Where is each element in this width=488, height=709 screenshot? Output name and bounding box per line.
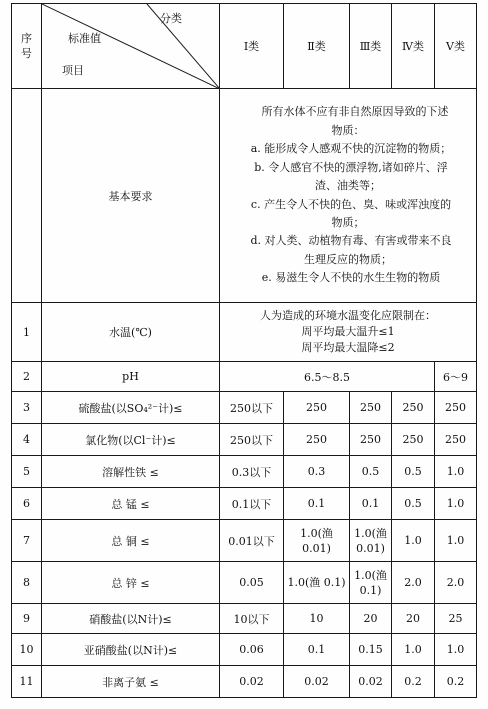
ph-range-class-1-4: 6.5～8.5 [220,362,435,392]
value-class-3: 1.0(渔 0.01) [350,520,392,562]
req-line: 生理反应的物质； [304,252,392,266]
table-row [12,488,477,520]
row-item: 亚硝酸盐(以N计)≤ [42,634,220,666]
header-row [12,4,477,89]
row-num: 5 [12,456,42,488]
value-class-4: 250 [392,392,435,424]
class-2-header: Ⅱ类 [284,4,350,89]
diagonal-header-cell [42,4,220,89]
value-class-1: 0.01以下 [220,520,284,562]
value-class-5: 0.2 [435,666,477,698]
row-item: 硝酸盐(以N计)≤ [42,604,220,634]
value-class-2: 1.0(渔 0.01) [284,520,350,562]
row-item: 总 锌 ≤ [42,562,220,604]
table-row [12,520,477,562]
value-class-3: 1.0(渔 0.1) [350,562,392,604]
ph-range-class-5: 6～9 [435,362,477,392]
value-class-2: 0.02 [284,666,350,698]
value-class-3: 0.1 [350,488,392,520]
value-class-1: 0.05 [220,562,284,604]
table-row [12,634,477,666]
temperature-text [220,303,477,362]
value-class-5: 1.0 [435,456,477,488]
value-class-5: 25 [435,604,477,634]
value-class-1: 0.3以下 [220,456,284,488]
value-class-4: 0.5 [392,488,435,520]
row-item: 氯化物(以Cl⁻计)≤ [42,424,220,456]
table-row [12,456,477,488]
row-item: 溶解性铁 ≤ [42,456,220,488]
value-class-2: 0.1 [284,488,350,520]
req-line: c. 产生令人不快的色、臭、味或浑浊度的 [250,197,452,211]
value-class-1: 0.02 [220,666,284,698]
value-class-5: 250 [435,424,477,456]
req-line: 物质； [331,215,365,229]
value-class-4: 250 [392,424,435,456]
req-line: e. 易滋生令人不快的水生生物的物质 [261,271,441,285]
value-class-2: 1.0(渔 0.1) [284,562,350,604]
value-class-3: 0.15 [350,634,392,666]
value-class-5: 1.0 [435,520,477,562]
basic-requirements-row [12,89,477,303]
temp-line: 周平均最大温降≤2 [301,341,395,354]
water-quality-standard-table [11,3,477,698]
class-5-header: Ⅴ类 [435,4,477,89]
value-class-4: 1.0 [392,634,435,666]
req-line: a. 能形成令人感观不快的沉淀物的物质； [250,142,452,156]
value-class-1: 250以下 [220,424,284,456]
value-class-1: 10以下 [220,604,284,634]
row-item: 总 锰 ≤ [42,488,220,520]
class-4-header: Ⅳ类 [392,4,435,89]
temperature-num: 1 [12,303,42,362]
basic-requirements-text [220,89,477,303]
standard-value-label: 标准值 [68,32,101,45]
class-1-header: Ⅰ类 [220,4,284,89]
ph-num: 2 [12,362,42,392]
value-class-3: 0.02 [350,666,392,698]
value-class-4: 1.0 [392,520,435,562]
row-num: 3 [12,392,42,424]
basic-requirements-label: 基本要求 [42,89,220,303]
seq-header [12,4,42,89]
temperature-label: 水温(℃) [42,303,220,362]
category-label: 分类 [160,12,182,25]
value-class-2: 10 [284,604,350,634]
value-class-1: 250以下 [220,392,284,424]
row-num: 7 [12,520,42,562]
temp-line: 人为造成的环境水温变化应限制在： [260,309,436,322]
row-num: 10 [12,634,42,666]
value-class-5: 250 [435,392,477,424]
ph-row [12,362,477,392]
value-class-5: 1.0 [435,634,477,666]
req-line: 渣、油类等； [315,179,381,193]
class-3-header: Ⅲ类 [350,4,392,89]
value-class-3: 250 [350,424,392,456]
value-class-1: 0.1以下 [220,488,284,520]
value-class-3: 0.5 [350,456,392,488]
row-num: 9 [12,604,42,634]
seq-header-text: 序 号 [21,32,32,60]
value-class-5: 1.0 [435,488,477,520]
value-class-2: 250 [284,392,350,424]
value-class-4: 20 [392,604,435,634]
row-num: 4 [12,424,42,456]
row-item: 硫酸盐(以SO₄²⁻计)≤ [42,392,220,424]
value-class-2: 250 [284,424,350,456]
value-class-2: 0.1 [284,634,350,666]
row-item: 非离子氨 ≤ [42,666,220,698]
value-class-4: 2.0 [392,562,435,604]
table-row [12,604,477,634]
temp-line: 周平均最大温升≤1 [301,325,395,338]
basic-num [12,89,42,303]
table-row [12,666,477,698]
value-class-1: 0.06 [220,634,284,666]
req-line: 所有水体不应有非自然原因导致的下述 [261,105,449,119]
value-class-4: 0.2 [392,666,435,698]
ph-label: pH [42,362,220,392]
table-row [12,424,477,456]
table-row [12,562,477,604]
value-class-2: 0.3 [284,456,350,488]
row-num: 6 [12,488,42,520]
row-item: 总 铜 ≤ [42,520,220,562]
req-line: b. 令人感官不快的漂浮物,诸如碎片、浮 [254,160,448,174]
temperature-row [12,303,477,362]
value-class-3: 250 [350,392,392,424]
value-class-3: 20 [350,604,392,634]
row-num: 11 [12,666,42,698]
value-class-4: 0.5 [392,456,435,488]
row-num: 8 [12,562,42,604]
req-line: 物质： [331,123,365,137]
item-label: 项目 [62,64,84,77]
value-class-5: 2.0 [435,562,477,604]
req-line: d. 对人类、动植物有毒、有害或带来不良 [250,234,452,248]
table-row [12,392,477,424]
